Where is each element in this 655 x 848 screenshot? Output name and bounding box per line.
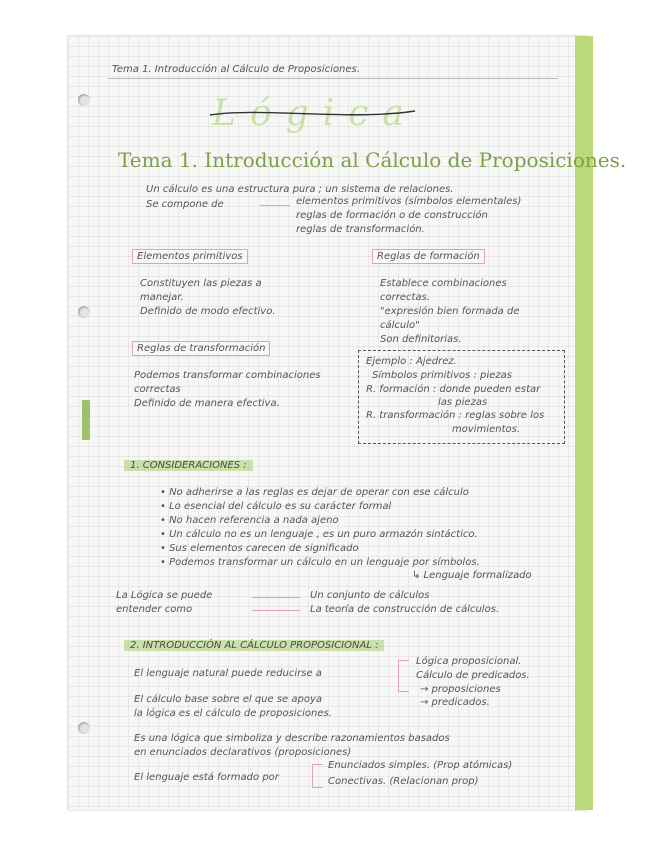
ejemplo-line-4: las piezas	[438, 397, 488, 408]
formado-item-2: Conectivas. (Relacionan prop)	[328, 776, 479, 787]
consideracion-2: • Lo esencial del cálculo es su carácter formal	[160, 501, 392, 512]
intro-item-2: reglas de formación o de construcción	[296, 210, 488, 221]
ejemplo-line-5: R. transformación : reglas sobre los	[366, 410, 545, 421]
section-1-heading: 1. CONSIDERACIONES :	[124, 460, 253, 471]
svg-text:Lógica: Lógica	[212, 93, 418, 133]
primitivos-line-1: Constituyen las piezas a	[140, 278, 262, 289]
formacion-line-2: correctas.	[380, 292, 430, 303]
entender-arrow-2	[252, 610, 300, 611]
formacion-line-5: Son definitorias.	[380, 334, 462, 345]
primitivos-label: Elementos primitivos	[132, 249, 248, 264]
page-header: Tema 1. Introducción al Cálculo de Proposiciones.	[112, 64, 360, 75]
ejemplo-line-1: Ejemplo : Ajedrez.	[366, 356, 457, 367]
ejemplo-line-6: movimientos.	[452, 424, 520, 435]
formacion-line-1: Establece combinaciones	[380, 278, 507, 289]
intro-line-2: Se compone de	[146, 199, 224, 210]
binder-hole-top	[78, 94, 90, 106]
formacion-line-3: "expresión bien formada de	[380, 306, 520, 317]
formacion-label: Reglas de formación	[372, 249, 485, 264]
logica-entender-2: entender como	[116, 604, 193, 615]
consideracion-5: • Sus elementos carecen de significado	[160, 543, 359, 554]
formado-bracket	[312, 764, 323, 788]
base-line-2: la lógica es el cálculo de proposiciones.	[134, 708, 332, 719]
consideracion-3: • No hacen referencia a nada ajeno	[160, 515, 339, 526]
formado-line: El lenguaje está formado por	[134, 772, 279, 783]
definicion-line-1: Es una lógica que simboliza y describe razonamientos basados	[134, 733, 450, 744]
binder-hole-bottom	[78, 722, 90, 734]
ejemplo-line-2: Símbolos primitivos : piezas	[372, 370, 512, 381]
consideracion-1: • No adherirse a las reglas es dejar de operar con ese cálculo	[160, 487, 469, 498]
intro-item-3: reglas de transformación.	[296, 224, 425, 235]
intro-item-1: elementos primitivos (símbolos elementales)	[296, 196, 522, 207]
entender-arrow-1	[252, 597, 300, 598]
primitivos-line-2: manejar.	[140, 292, 184, 303]
formado-item-1: Enunciados simples. (Prop atómicas)	[328, 760, 513, 771]
lenguaje-formalizado: ↳ Lenguaje formalizado	[412, 570, 532, 581]
base-line-1: El cálculo base sobre el que se apoya	[134, 694, 323, 705]
intro-line-1: Un cálculo es una estructura pura ; un sistema de relaciones.	[146, 184, 454, 195]
primitivos-line-3: Definido de modo efectivo.	[140, 306, 276, 317]
reduce-item-4: → predicados.	[420, 697, 490, 708]
logica-logo-title	[200, 93, 430, 133]
section-2-heading: 2. INTRODUCCIÓN AL CÁLCULO PROPOSICIONAL :	[124, 640, 384, 651]
consideracion-6: • Podemos transformar un cálculo en un lenguaje por símbolos.	[160, 557, 480, 568]
ejemplo-line-3: R. formación : donde pueden estar	[366, 384, 541, 395]
header-rule	[108, 78, 558, 79]
transformacion-line-1: Podemos transformar combinaciones	[134, 370, 321, 381]
formacion-line-4: cálculo"	[380, 320, 420, 331]
logica-entender-1: La Lógica se puede	[116, 590, 213, 601]
reduce-item-2: Cálculo de predicados.	[416, 670, 530, 681]
transformacion-line-3: Definido de manera efectiva.	[134, 398, 280, 409]
reduce-bracket	[398, 660, 409, 692]
transformacion-label: Reglas de transformación	[132, 341, 270, 356]
side-tab-marker	[82, 400, 90, 440]
transformacion-line-2: correctas	[134, 384, 181, 395]
main-title: Tema 1. Introducción al Cálculo de Proposiciones.	[118, 148, 627, 172]
intro-arrow	[260, 205, 290, 206]
logica-entender-3: Un conjunto de cálculos	[310, 590, 430, 601]
definicion-line-2: en enunciados declarativos (proposiciones)	[134, 747, 352, 758]
logica-entender-4: La teoría de construcción de cálculos.	[310, 604, 500, 615]
binder-hole-middle	[78, 306, 90, 318]
reduce-item-3: → proposiciones	[420, 684, 501, 695]
reduce-item-1: Lógica proposicional.	[416, 656, 522, 667]
reduce-line: El lenguaje natural puede reducirse a	[134, 668, 322, 679]
consideracion-4: • Un cálculo no es un lenguaje , es un puro armazón sintáctico.	[160, 529, 478, 540]
